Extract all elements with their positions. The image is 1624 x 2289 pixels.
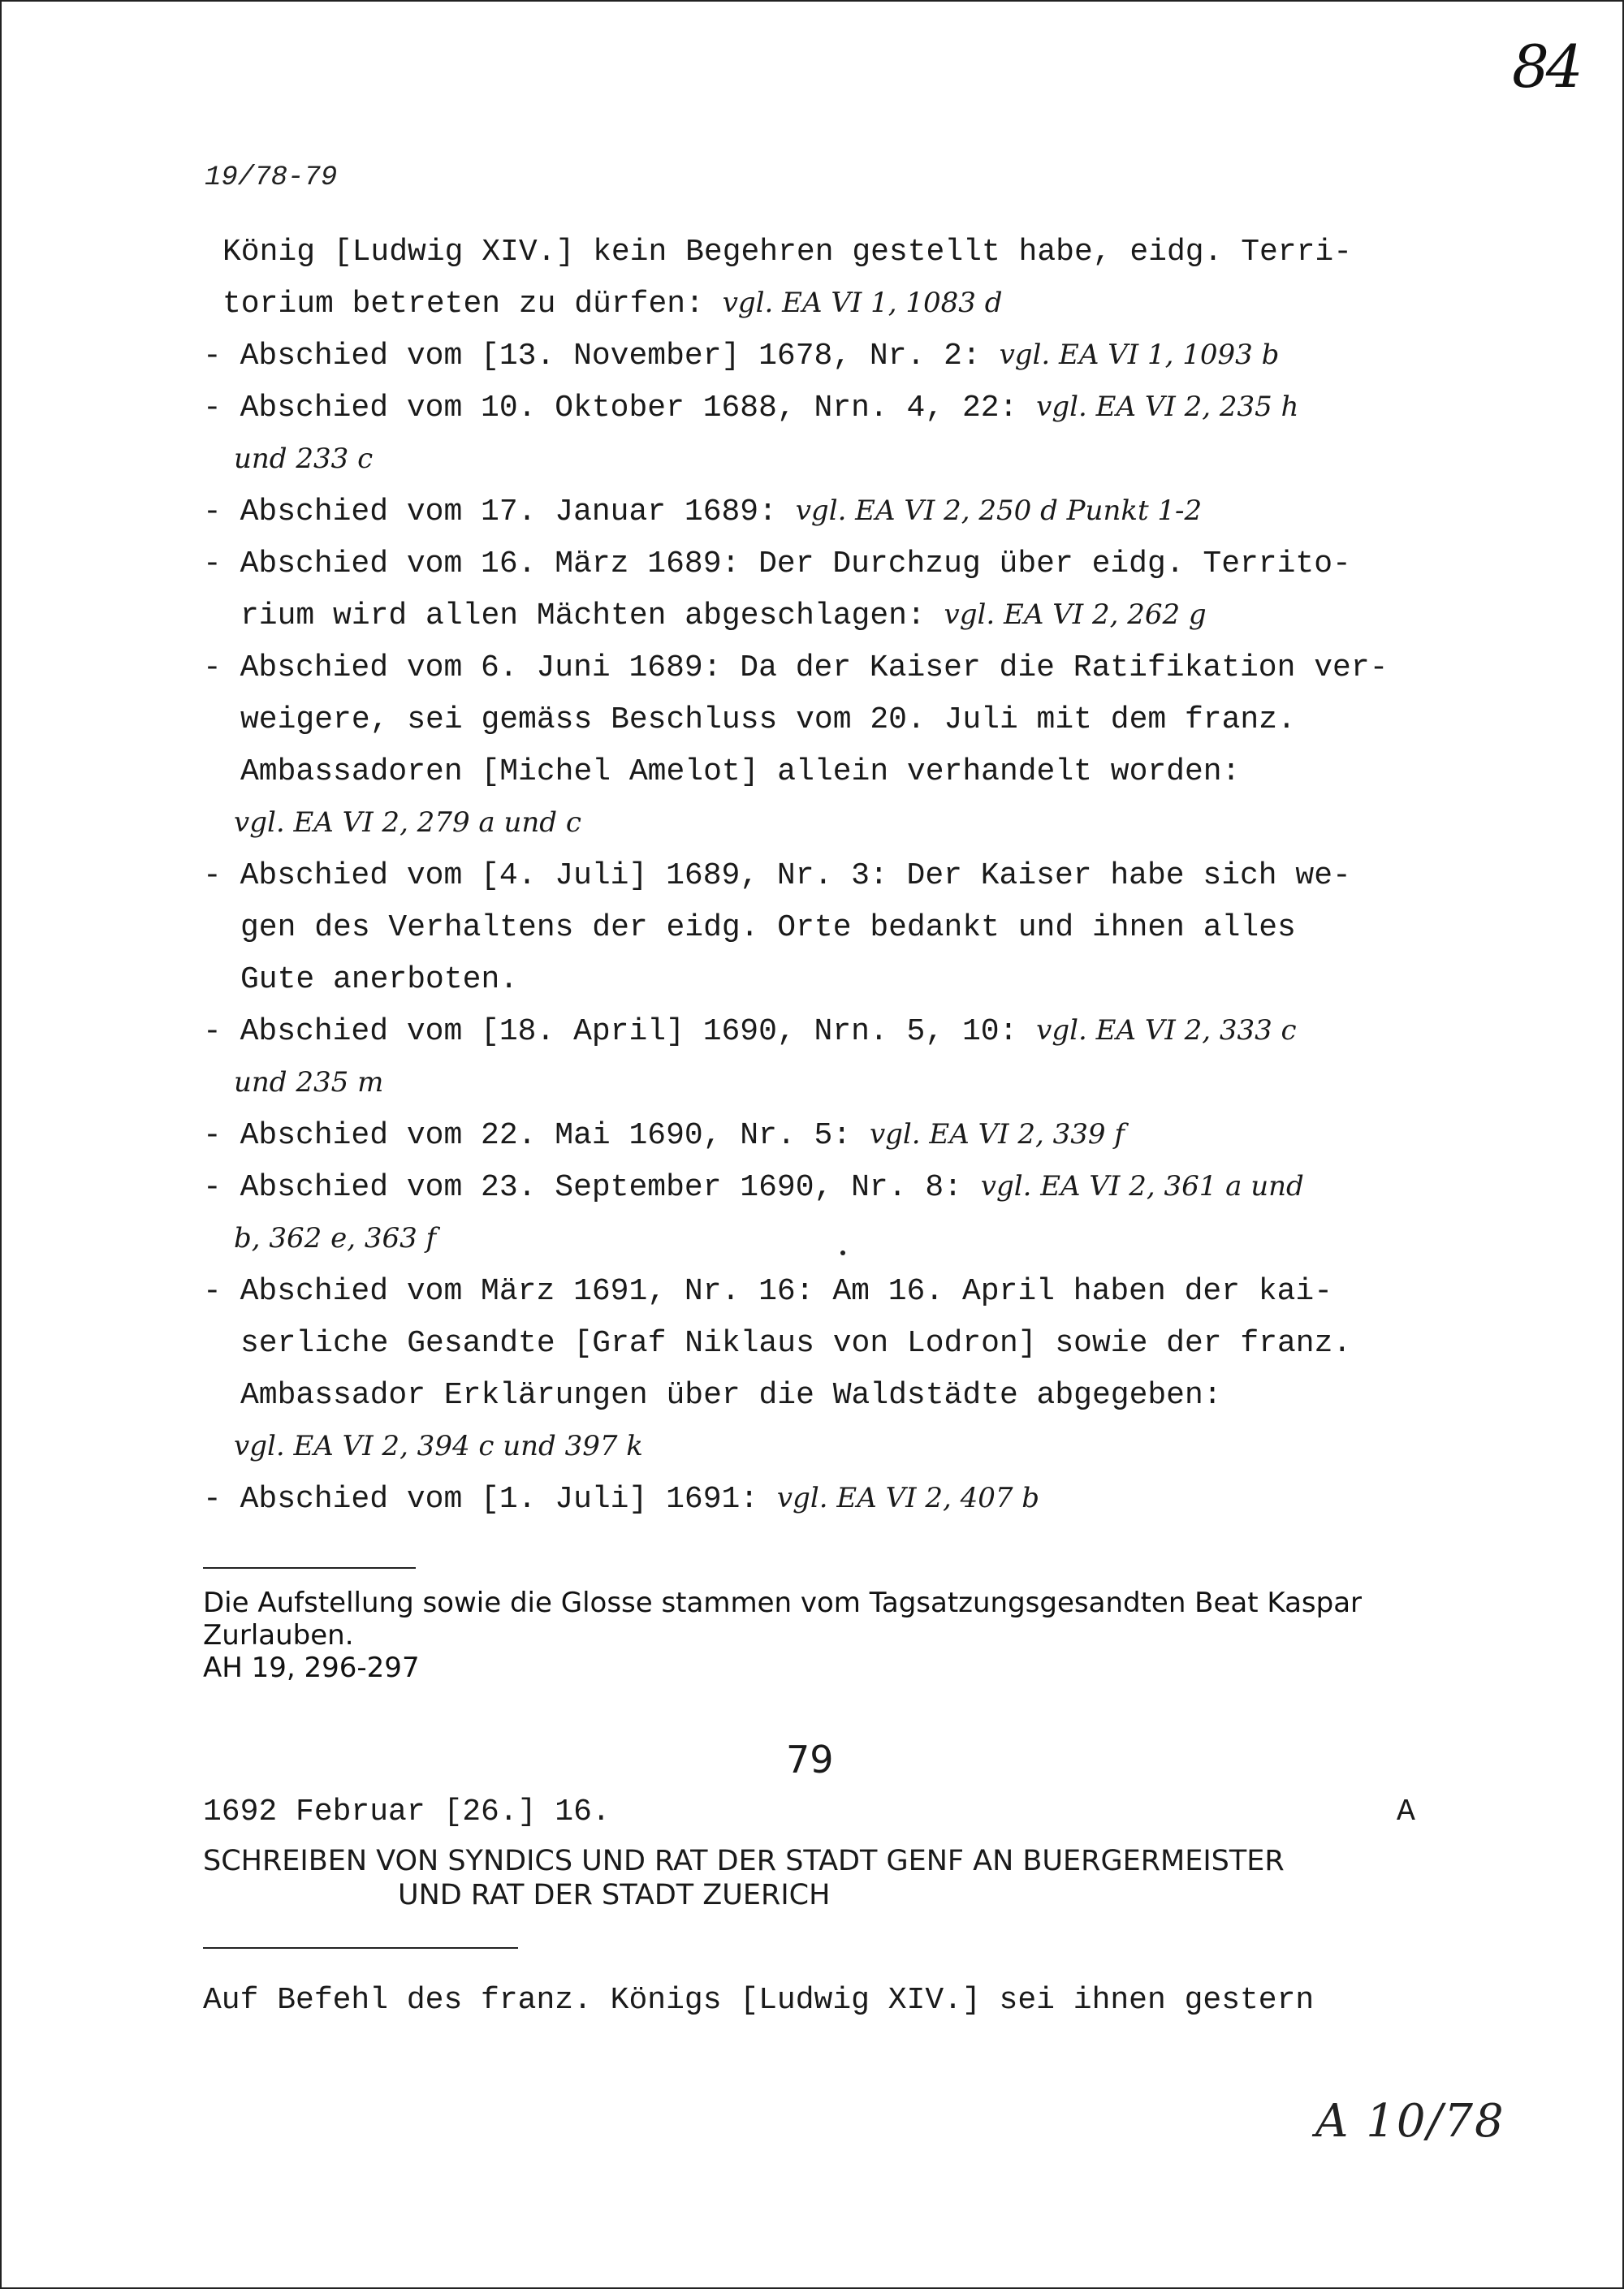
line-text: rium wird allen Mächten abgeschlagen:	[240, 598, 944, 633]
text-line	[234, 806, 581, 840]
text-line	[234, 1432, 643, 1463]
line-text: weigere, sei gemäss Beschluss vom 20. Juli mit dem franz.	[240, 702, 1296, 737]
footnote-text-2: Zurlauben.	[203, 1619, 354, 1652]
text-line	[203, 341, 1279, 372]
document-body-text: Auf Befehl des franz. Königs [Ludwig XIV.] sei ihnen gestern	[203, 1983, 1315, 2018]
text-line	[240, 702, 1296, 737]
line-citation: vgl. EA VI 1, 1093 b	[999, 339, 1280, 371]
line-citation: vgl. EA VI 2, 250 d Punkt 1-2	[795, 495, 1203, 527]
text-line	[203, 1484, 1039, 1515]
line-text: - Abschied vom 22. Mai 1690, Nr. 5:	[203, 1118, 870, 1153]
line-text: Ambassador Erklärungen über die Waldstädte abgegeben:	[240, 1378, 1222, 1413]
line-text: Gute anerboten.	[240, 962, 519, 997]
line-text: König [Ludwig XIV.] kein Begehren gestellt habe, eidg. Terri-	[222, 235, 1353, 270]
text-line	[203, 546, 1351, 581]
line-citation: vgl. EA VI 1, 1083 d	[722, 287, 1003, 319]
document-title-line-2: UND RAT DER STADT ZUERICH	[398, 1879, 831, 1911]
footnote-text-1: Die Aufstellung sowie die Glosse stammen vom Tagsatzungsgesandten Beat Kaspar	[203, 1587, 1363, 1619]
text-line	[234, 1066, 384, 1099]
text-line	[203, 1276, 1332, 1307]
line-text: - Abschied vom 6. Juni 1689: Da der Kaiser die Ratifikation ver-	[203, 650, 1389, 685]
text-line	[240, 1380, 1222, 1411]
document-number: 79	[786, 1738, 834, 1782]
line-citation: vgl. EA VI 2, 262 g	[944, 598, 1207, 631]
line-citation: b, 362 e, 363 f	[234, 1222, 437, 1255]
footnote-rule	[203, 1567, 416, 1569]
line-citation: vgl. EA VI 2, 235 h	[1036, 391, 1299, 423]
line-text: gen des Verhaltens der eidg. Orte bedankt und ihnen alles	[240, 910, 1296, 945]
text-line	[203, 1014, 1297, 1049]
text-line	[203, 393, 1298, 424]
text-line	[222, 237, 1352, 268]
line-citation: und 235 m	[234, 1066, 384, 1099]
line-text: - Abschied vom [13. November] 1678, Nr. 2:	[203, 339, 1000, 374]
line-citation: und 233 c	[234, 443, 374, 475]
document-title-line-1: SCHREIBEN VON SYNDICS UND RAT DER STADT GENF AN BUERGERMEISTER	[203, 1845, 1285, 1877]
document-letter: A	[1397, 1794, 1415, 1829]
text-line	[240, 1328, 1351, 1359]
line-citation: vgl. EA VI 2, 279 a und c	[234, 806, 581, 839]
line-text: - Abschied vom 10. Oktober 1688, Nrn. 4, 22:	[203, 391, 1037, 425]
text-line	[203, 650, 1389, 685]
line-text: - Abschied vom [18. April] 1690, Nrn. 5, 10:	[203, 1014, 1037, 1049]
line-text: - Abschied vom März 1691, Nr. 16: Am 16. April haben der kai-	[203, 1274, 1333, 1309]
line-text: Ambassadoren [Michel Amelot] allein verhandelt worden:	[240, 754, 1241, 789]
line-text: - Abschied vom 16. März 1689: Der Durchzug über eidg. Territo-	[203, 546, 1351, 581]
line-text: - Abschied vom [1. Juli] 1691:	[203, 1482, 777, 1517]
text-line	[203, 497, 1202, 528]
text-line	[240, 962, 519, 997]
text-line	[203, 858, 1351, 893]
text-line	[234, 1224, 436, 1255]
handwritten-folio-number: 84	[1512, 32, 1580, 101]
line-citation: vgl. EA VI 2, 394 c und 397 k	[234, 1430, 643, 1462]
line-text: - Abschied vom 17. Januar 1689:	[203, 495, 796, 529]
text-line	[234, 445, 373, 476]
text-line	[240, 598, 1207, 633]
line-text: serliche Gesandte [Graf Niklaus von Lodron] sowie der franz.	[240, 1326, 1352, 1361]
handwritten-archive-mark: A 10/78	[1315, 2095, 1505, 2148]
line-text: - Abschied vom 23. September 1690, Nr. 8:	[203, 1170, 981, 1205]
text-line	[240, 754, 1241, 789]
text-line	[240, 910, 1296, 945]
stray-dot	[840, 1250, 845, 1255]
line-citation: vgl. EA VI 2, 407 b	[776, 1482, 1040, 1514]
document-date: 1692 Februar [26.] 16.	[203, 1794, 611, 1829]
line-citation: vgl. EA VI 2, 361 a und	[980, 1170, 1304, 1203]
line-citation: vgl. EA VI 2, 339 f	[869, 1118, 1125, 1151]
text-line	[203, 1118, 1125, 1153]
line-citation: vgl. EA VI 2, 333 c	[1036, 1014, 1297, 1047]
line-text: - Abschied vom [4. Juli] 1689, Nr. 3: Der Kaiser habe sich we-	[203, 858, 1351, 893]
text-line	[222, 289, 1002, 320]
text-line	[203, 1170, 1304, 1205]
footnote-source: AH 19, 296-297	[203, 1652, 420, 1684]
reference-number: 19/78-79	[205, 162, 338, 193]
line-text: torium betreten zu dürfen:	[222, 287, 723, 322]
title-rule	[203, 1947, 518, 1949]
